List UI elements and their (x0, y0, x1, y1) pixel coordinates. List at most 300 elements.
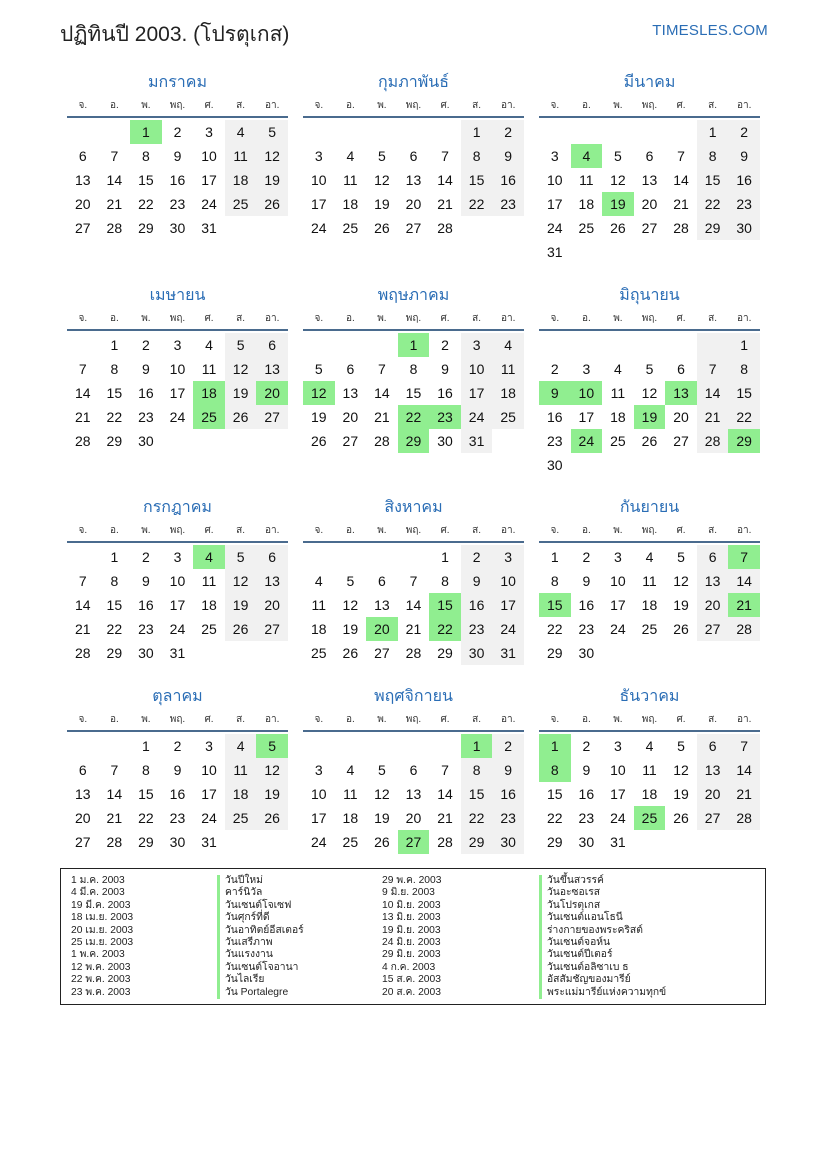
day-cell[interactable]: 23 (169, 196, 186, 212)
day-cell[interactable]: 20 (697, 593, 729, 617)
day-cell[interactable]: 11 (642, 573, 657, 589)
day-cell[interactable]: 19 (374, 196, 390, 212)
day-cell[interactable]: 3 (314, 148, 323, 164)
day-cell[interactable]: 3 (173, 337, 182, 353)
day-cell[interactable]: 28 (728, 806, 760, 830)
day-cell[interactable]: 23 (138, 409, 154, 425)
day-cell[interactable]: 29 (106, 433, 123, 449)
day-cell[interactable]: 20 (405, 196, 422, 212)
day-cell[interactable]: 16 (461, 593, 493, 617)
day-cell[interactable]: 24 (492, 617, 524, 641)
day-cell[interactable]: 9 (539, 381, 571, 405)
day-cell[interactable]: 20 (673, 409, 689, 425)
day-cell[interactable]: 31 (492, 641, 524, 665)
day-cell[interactable]: 1 (441, 549, 449, 565)
day-cell[interactable]: 25 (578, 220, 595, 236)
day-cell[interactable]: 25 (201, 621, 217, 637)
day-cell[interactable]: 17 (610, 597, 626, 613)
day-cell[interactable]: 27 (374, 645, 390, 661)
day-cell[interactable]: 16 (169, 786, 186, 802)
day-cell[interactable]: 24 (169, 409, 186, 425)
day-cell[interactable]: 19 (602, 192, 634, 216)
day-cell[interactable]: 22 (546, 810, 563, 826)
day-cell[interactable]: 27 (74, 834, 91, 850)
day-cell[interactable]: 6 (256, 545, 288, 569)
day-cell[interactable]: 14 (106, 172, 123, 188)
day-cell[interactable]: 6 (78, 148, 87, 164)
day-cell[interactable]: 18 (225, 782, 257, 806)
day-cell[interactable]: 21 (437, 810, 453, 826)
day-cell[interactable]: 8 (110, 573, 119, 589)
day-cell[interactable]: 21 (106, 196, 123, 212)
day-cell[interactable]: 31 (610, 834, 626, 850)
day-cell[interactable]: 25 (342, 834, 359, 850)
day-cell[interactable]: 13 (374, 597, 390, 613)
day-cell[interactable]: 3 (614, 549, 622, 565)
day-cell[interactable]: 1 (110, 549, 119, 565)
day-cell[interactable]: 22 (429, 617, 461, 641)
day-cell[interactable]: 30 (728, 216, 760, 240)
day-cell[interactable]: 26 (641, 433, 658, 449)
day-cell[interactable]: 10 (169, 573, 186, 589)
day-cell[interactable]: 4 (346, 148, 355, 164)
day-cell[interactable]: 17 (310, 196, 327, 212)
day-cell[interactable]: 9 (173, 148, 182, 164)
day-cell[interactable]: 16 (138, 597, 154, 613)
day-cell[interactable]: 10 (201, 148, 217, 164)
day-cell[interactable]: 13 (405, 786, 422, 802)
day-cell[interactable]: 28 (374, 433, 390, 449)
site-logo[interactable]: TIMESLES.COM (652, 22, 768, 39)
day-cell[interactable]: 26 (374, 220, 390, 236)
day-cell[interactable]: 17 (201, 786, 217, 802)
day-cell[interactable]: 9 (142, 573, 150, 589)
day-cell[interactable]: 3 (492, 545, 524, 569)
day-cell[interactable]: 9 (173, 762, 182, 778)
day-cell[interactable]: 22 (106, 409, 123, 425)
day-cell[interactable]: 26 (610, 220, 626, 236)
day-cell[interactable]: 9 (492, 144, 524, 168)
day-cell[interactable]: 6 (677, 361, 685, 377)
day-cell[interactable]: 17 (610, 786, 626, 802)
day-cell[interactable]: 10 (310, 172, 327, 188)
day-cell[interactable]: 24 (169, 621, 186, 637)
day-cell[interactable]: 14 (437, 172, 453, 188)
day-cell[interactable]: 30 (138, 645, 154, 661)
day-cell[interactable]: 29 (106, 645, 123, 661)
day-cell[interactable]: 15 (461, 782, 493, 806)
day-cell[interactable]: 4 (225, 734, 257, 758)
day-cell[interactable]: 22 (138, 196, 154, 212)
day-cell[interactable]: 2 (173, 738, 182, 754)
day-cell[interactable]: 22 (697, 192, 729, 216)
day-cell[interactable]: 22 (461, 192, 493, 216)
day-cell[interactable]: 21 (405, 621, 422, 637)
day-cell[interactable]: 29 (398, 429, 430, 453)
day-cell[interactable]: 27 (74, 220, 91, 236)
day-cell[interactable]: 25 (225, 192, 257, 216)
day-cell[interactable]: 18 (225, 168, 257, 192)
day-cell[interactable]: 28 (437, 834, 453, 850)
day-cell[interactable]: 2 (582, 738, 591, 754)
day-cell[interactable]: 28 (673, 220, 689, 236)
day-cell[interactable]: 14 (374, 385, 390, 401)
day-cell[interactable]: 11 (343, 172, 358, 188)
day-cell[interactable]: 6 (697, 545, 729, 569)
day-cell[interactable]: 1 (130, 120, 162, 144)
day-cell[interactable]: 7 (728, 545, 760, 569)
day-cell[interactable]: 3 (582, 361, 591, 377)
day-cell[interactable]: 1 (728, 333, 760, 357)
day-cell[interactable]: 22 (728, 405, 760, 429)
day-cell[interactable]: 9 (142, 361, 150, 377)
day-cell[interactable]: 27 (342, 433, 359, 449)
day-cell[interactable]: 5 (378, 762, 386, 778)
day-cell[interactable]: 18 (310, 621, 327, 637)
day-cell[interactable]: 26 (225, 617, 257, 641)
day-cell[interactable]: 15 (106, 385, 123, 401)
day-cell[interactable]: 17 (578, 409, 595, 425)
day-cell[interactable]: 28 (697, 429, 729, 453)
day-cell[interactable]: 24 (201, 810, 217, 826)
day-cell[interactable]: 26 (673, 621, 689, 637)
day-cell[interactable]: 24 (546, 220, 563, 236)
day-cell[interactable]: 21 (697, 405, 729, 429)
day-cell[interactable]: 28 (106, 220, 123, 236)
day-cell[interactable]: 11 (225, 758, 257, 782)
day-cell[interactable]: 3 (314, 762, 323, 778)
day-cell[interactable]: 7 (728, 734, 760, 758)
day-cell[interactable]: 8 (539, 758, 571, 782)
day-cell[interactable]: 9 (728, 144, 760, 168)
day-cell[interactable]: 8 (728, 357, 760, 381)
day-cell[interactable]: 19 (310, 409, 327, 425)
day-cell[interactable]: 8 (110, 361, 119, 377)
day-cell[interactable]: 12 (374, 172, 390, 188)
day-cell[interactable]: 24 (461, 405, 493, 429)
day-cell[interactable]: 20 (256, 381, 288, 405)
day-cell[interactable]: 27 (673, 433, 689, 449)
day-cell[interactable]: 30 (138, 433, 154, 449)
day-cell[interactable]: 5 (314, 361, 323, 377)
day-cell[interactable]: 26 (225, 405, 257, 429)
day-cell[interactable]: 29 (138, 834, 154, 850)
day-cell[interactable]: 29 (546, 834, 563, 850)
day-cell[interactable]: 10 (610, 762, 626, 778)
day-cell[interactable]: 5 (256, 734, 288, 758)
day-cell[interactable]: 11 (201, 361, 217, 377)
day-cell[interactable]: 2 (550, 361, 559, 377)
day-cell[interactable]: 17 (169, 385, 186, 401)
day-cell[interactable]: 15 (697, 168, 729, 192)
day-cell[interactable]: 8 (441, 573, 449, 589)
day-cell[interactable]: 14 (697, 381, 729, 405)
day-cell[interactable]: 25 (342, 220, 359, 236)
day-cell[interactable]: 5 (256, 120, 288, 144)
day-cell[interactable]: 14 (728, 758, 760, 782)
day-cell[interactable]: 27 (398, 830, 430, 854)
day-cell[interactable]: 21 (673, 196, 689, 212)
day-cell[interactable]: 18 (641, 597, 658, 613)
day-cell[interactable]: 17 (310, 810, 327, 826)
day-cell[interactable]: 10 (461, 357, 493, 381)
day-cell[interactable]: 11 (492, 357, 524, 381)
day-cell[interactable]: 5 (677, 738, 685, 754)
day-cell[interactable]: 13 (74, 786, 91, 802)
day-cell[interactable]: 31 (546, 244, 563, 260)
day-cell[interactable]: 9 (461, 569, 493, 593)
day-cell[interactable]: 25 (634, 806, 666, 830)
day-cell[interactable]: 6 (645, 148, 654, 164)
day-cell[interactable]: 6 (409, 762, 418, 778)
day-cell[interactable]: 26 (342, 645, 359, 661)
day-cell[interactable]: 18 (342, 810, 359, 826)
day-cell[interactable]: 27 (256, 617, 288, 641)
day-cell[interactable]: 11 (225, 144, 257, 168)
day-cell[interactable]: 13 (697, 758, 729, 782)
day-cell[interactable]: 30 (461, 641, 493, 665)
day-cell[interactable]: 12 (673, 573, 689, 589)
day-cell[interactable]: 12 (225, 357, 257, 381)
day-cell[interactable]: 11 (311, 597, 327, 613)
day-cell[interactable]: 4 (492, 333, 524, 357)
day-cell[interactable]: 26 (256, 192, 288, 216)
day-cell[interactable]: 2 (461, 545, 493, 569)
day-cell[interactable]: 5 (225, 333, 257, 357)
day-cell[interactable]: 4 (225, 120, 257, 144)
day-cell[interactable]: 19 (673, 597, 689, 613)
day-cell[interactable]: 1 (110, 337, 119, 353)
day-cell[interactable]: 5 (645, 361, 654, 377)
day-cell[interactable]: 18 (610, 409, 626, 425)
day-cell[interactable]: 30 (169, 220, 186, 236)
day-cell[interactable]: 16 (492, 168, 524, 192)
day-cell[interactable]: 4 (205, 337, 213, 353)
day-cell[interactable]: 20 (405, 810, 422, 826)
day-cell[interactable]: 14 (74, 385, 91, 401)
day-cell[interactable]: 21 (374, 409, 390, 425)
day-cell[interactable]: 28 (437, 220, 453, 236)
day-cell[interactable]: 4 (645, 738, 654, 754)
day-cell[interactable]: 9 (492, 758, 524, 782)
day-cell[interactable]: 6 (256, 333, 288, 357)
day-cell[interactable]: 16 (546, 409, 563, 425)
day-cell[interactable]: 19 (256, 782, 288, 806)
day-cell[interactable]: 27 (641, 220, 658, 236)
day-cell[interactable]: 12 (303, 381, 335, 405)
day-cell[interactable]: 14 (728, 569, 760, 593)
day-cell[interactable]: 5 (378, 148, 386, 164)
day-cell[interactable]: 10 (571, 381, 603, 405)
day-cell[interactable]: 1 (461, 120, 493, 144)
day-cell[interactable]: 12 (641, 385, 658, 401)
day-cell[interactable]: 3 (173, 549, 182, 565)
day-cell[interactable]: 10 (201, 762, 217, 778)
day-cell[interactable]: 24 (610, 810, 626, 826)
day-cell[interactable]: 20 (342, 409, 359, 425)
day-cell[interactable]: 19 (256, 168, 288, 192)
day-cell[interactable]: 7 (78, 573, 87, 589)
day-cell[interactable]: 7 (110, 148, 119, 164)
day-cell[interactable]: 9 (441, 361, 449, 377)
day-cell[interactable]: 29 (546, 645, 563, 661)
day-cell[interactable]: 27 (697, 617, 729, 641)
day-cell[interactable]: 20 (256, 593, 288, 617)
day-cell[interactable]: 12 (225, 569, 257, 593)
day-cell[interactable]: 29 (437, 645, 453, 661)
day-cell[interactable]: 11 (343, 786, 358, 802)
day-cell[interactable]: 14 (673, 172, 689, 188)
day-cell[interactable]: 24 (571, 429, 603, 453)
day-cell[interactable]: 13 (256, 357, 288, 381)
day-cell[interactable]: 23 (728, 192, 760, 216)
day-cell[interactable]: 25 (310, 645, 327, 661)
day-cell[interactable]: 31 (169, 645, 186, 661)
day-cell[interactable]: 4 (645, 549, 654, 565)
day-cell[interactable]: 17 (546, 196, 563, 212)
day-cell[interactable]: 15 (106, 597, 123, 613)
day-cell[interactable]: 17 (492, 593, 524, 617)
day-cell[interactable]: 3 (461, 333, 493, 357)
day-cell[interactable]: 8 (461, 144, 493, 168)
day-cell[interactable]: 4 (314, 573, 323, 589)
day-cell[interactable]: 7 (409, 573, 418, 589)
day-cell[interactable]: 7 (110, 762, 119, 778)
day-cell[interactable]: 14 (74, 597, 91, 613)
day-cell[interactable]: 10 (310, 786, 327, 802)
day-cell[interactable]: 8 (550, 573, 559, 589)
day-cell[interactable]: 22 (138, 810, 154, 826)
day-cell[interactable]: 21 (106, 810, 123, 826)
day-cell[interactable]: 15 (461, 168, 493, 192)
day-cell[interactable]: 3 (614, 738, 622, 754)
day-cell[interactable]: 22 (546, 621, 563, 637)
day-cell[interactable]: 28 (74, 645, 91, 661)
day-cell[interactable]: 13 (665, 381, 697, 405)
day-cell[interactable]: 1 (697, 120, 729, 144)
day-cell[interactable]: 23 (578, 621, 595, 637)
day-cell[interactable]: 18 (342, 196, 359, 212)
day-cell[interactable]: 21 (728, 782, 760, 806)
day-cell[interactable]: 24 (310, 834, 327, 850)
day-cell[interactable]: 19 (634, 405, 666, 429)
day-cell[interactable]: 20 (641, 196, 658, 212)
day-cell[interactable]: 4 (571, 144, 603, 168)
day-cell[interactable]: 29 (461, 830, 493, 854)
day-cell[interactable]: 22 (398, 405, 430, 429)
day-cell[interactable]: 19 (225, 381, 257, 405)
day-cell[interactable]: 18 (578, 196, 595, 212)
day-cell[interactable]: 7 (441, 762, 449, 778)
day-cell[interactable]: 19 (342, 621, 359, 637)
day-cell[interactable]: 13 (342, 385, 359, 401)
day-cell[interactable]: 28 (106, 834, 123, 850)
day-cell[interactable]: 4 (614, 361, 622, 377)
day-cell[interactable]: 23 (138, 621, 154, 637)
day-cell[interactable]: 11 (610, 385, 626, 401)
day-cell[interactable]: 30 (578, 645, 595, 661)
day-cell[interactable]: 15 (429, 593, 461, 617)
day-cell[interactable]: 26 (256, 806, 288, 830)
day-cell[interactable]: 8 (142, 148, 150, 164)
day-cell[interactable]: 26 (673, 810, 689, 826)
day-cell[interactable]: 6 (409, 148, 418, 164)
day-cell[interactable]: 16 (728, 168, 760, 192)
day-cell[interactable]: 23 (169, 810, 186, 826)
day-cell[interactable]: 23 (492, 192, 524, 216)
day-cell[interactable]: 30 (169, 834, 186, 850)
day-cell[interactable]: 19 (374, 810, 390, 826)
day-cell[interactable]: 9 (582, 762, 591, 778)
day-cell[interactable]: 7 (697, 357, 729, 381)
day-cell[interactable]: 18 (193, 381, 225, 405)
day-cell[interactable]: 15 (138, 172, 154, 188)
day-cell[interactable]: 16 (578, 597, 595, 613)
day-cell[interactable]: 12 (256, 144, 288, 168)
day-cell[interactable]: 21 (437, 196, 453, 212)
day-cell[interactable]: 3 (205, 124, 213, 140)
day-cell[interactable]: 1 (550, 549, 559, 565)
day-cell[interactable]: 25 (193, 405, 225, 429)
day-cell[interactable]: 13 (256, 569, 288, 593)
day-cell[interactable]: 28 (728, 617, 760, 641)
day-cell[interactable]: 25 (641, 621, 658, 637)
day-cell[interactable]: 23 (578, 810, 595, 826)
day-cell[interactable]: 5 (225, 545, 257, 569)
day-cell[interactable]: 14 (106, 786, 123, 802)
day-cell[interactable]: 23 (429, 405, 461, 429)
day-cell[interactable]: 29 (138, 220, 154, 236)
day-cell[interactable]: 24 (610, 621, 626, 637)
day-cell[interactable]: 16 (492, 782, 524, 806)
day-cell[interactable]: 22 (461, 806, 493, 830)
day-cell[interactable]: 16 (169, 172, 186, 188)
day-cell[interactable]: 2 (492, 734, 524, 758)
day-cell[interactable]: 21 (728, 593, 760, 617)
day-cell[interactable]: 1 (539, 734, 571, 758)
day-cell[interactable]: 27 (256, 405, 288, 429)
day-cell[interactable]: 25 (610, 433, 626, 449)
day-cell[interactable]: 20 (74, 196, 91, 212)
day-cell[interactable]: 7 (441, 148, 449, 164)
day-cell[interactable]: 7 (78, 361, 87, 377)
day-cell[interactable]: 2 (142, 549, 150, 565)
day-cell[interactable]: 17 (461, 381, 493, 405)
day-cell[interactable]: 17 (169, 597, 186, 613)
day-cell[interactable]: 23 (546, 433, 563, 449)
day-cell[interactable]: 8 (697, 144, 729, 168)
day-cell[interactable]: 12 (256, 758, 288, 782)
day-cell[interactable]: 12 (374, 786, 390, 802)
day-cell[interactable]: 30 (437, 433, 453, 449)
day-cell[interactable]: 24 (310, 220, 327, 236)
day-cell[interactable]: 15 (546, 786, 563, 802)
day-cell[interactable]: 3 (550, 148, 559, 164)
day-cell[interactable]: 26 (310, 433, 327, 449)
day-cell[interactable]: 17 (201, 172, 217, 188)
day-cell[interactable]: 31 (461, 429, 493, 453)
day-cell[interactable]: 9 (582, 573, 591, 589)
day-cell[interactable]: 13 (641, 172, 658, 188)
day-cell[interactable]: 12 (610, 172, 626, 188)
day-cell[interactable]: 29 (728, 429, 760, 453)
day-cell[interactable]: 5 (677, 549, 685, 565)
day-cell[interactable]: 10 (610, 573, 626, 589)
day-cell[interactable]: 30 (578, 834, 595, 850)
day-cell[interactable]: 19 (673, 786, 689, 802)
day-cell[interactable]: 1 (398, 333, 430, 357)
day-cell[interactable]: 19 (225, 593, 257, 617)
